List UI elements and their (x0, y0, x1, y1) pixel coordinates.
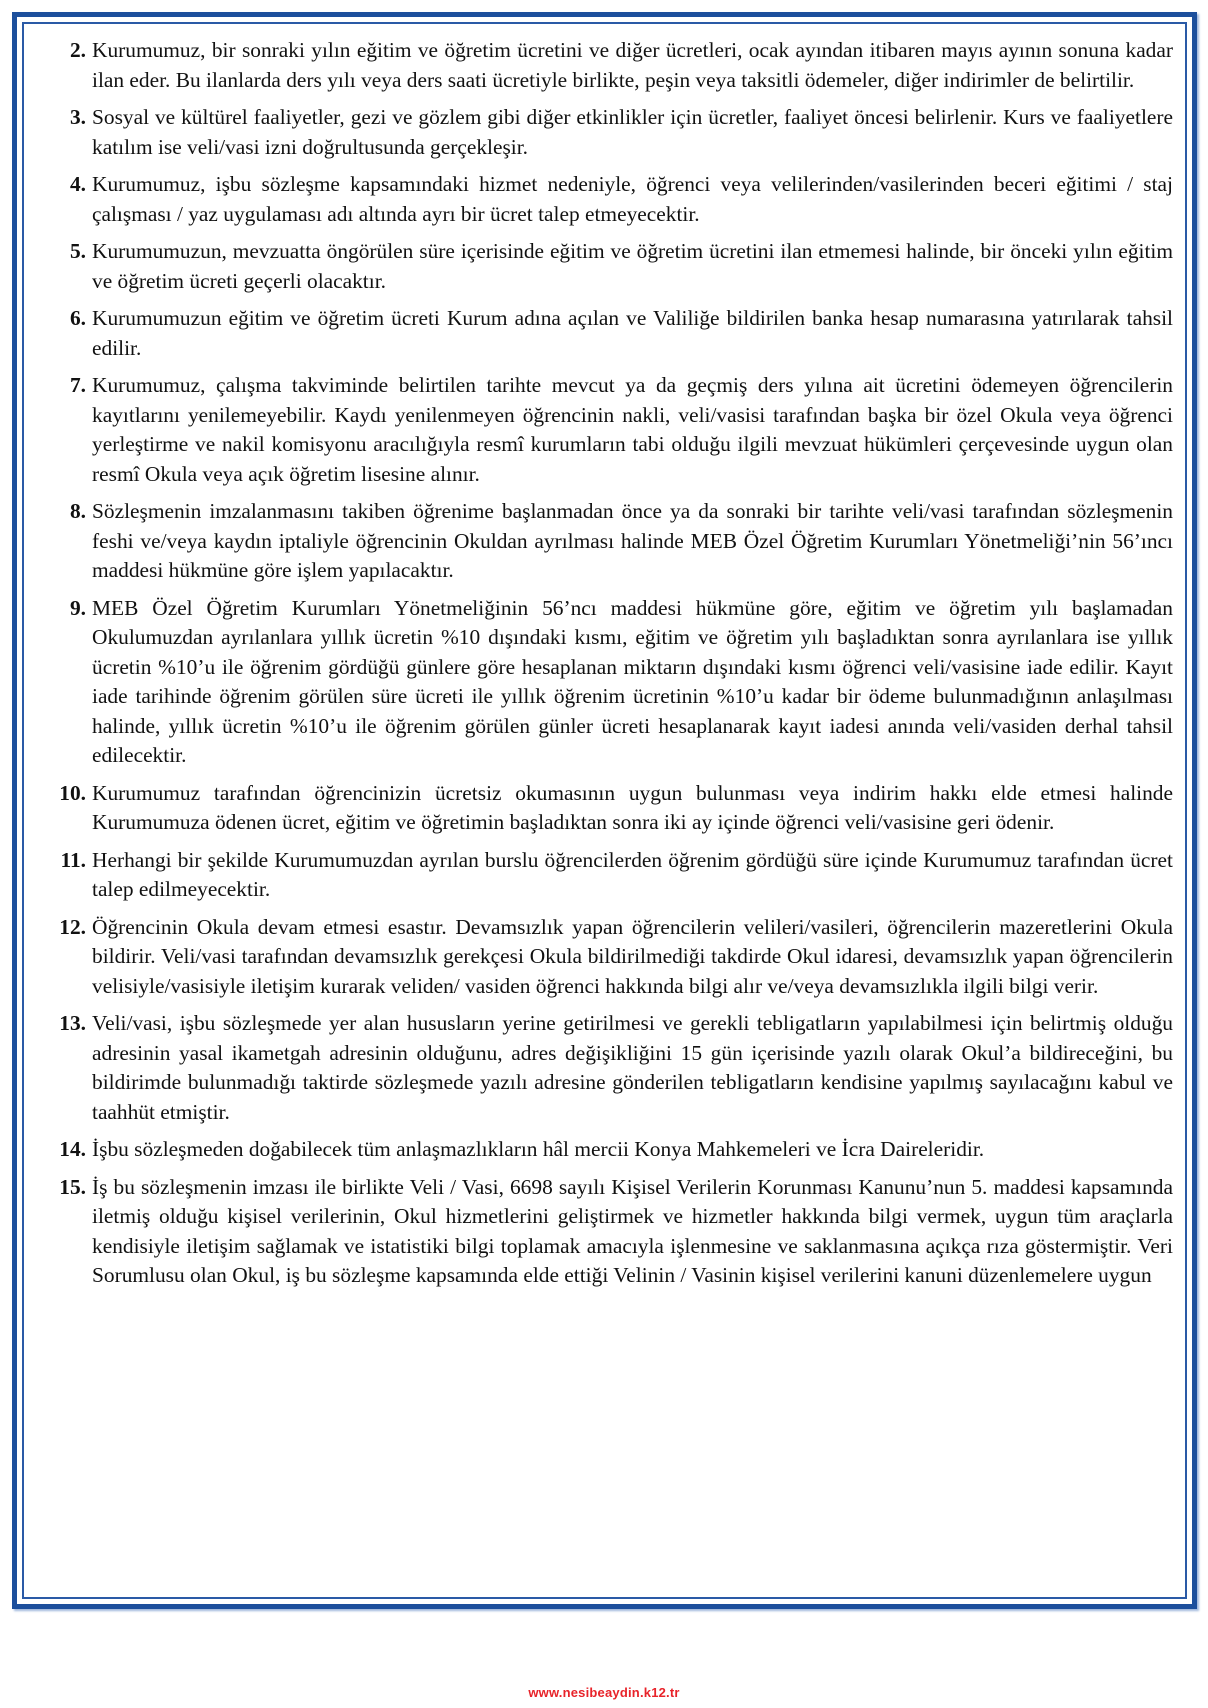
clause-text: Sosyal ve kültürel faaliyetler, gezi ve gözlem gibi diğer etkinlikler için ücretler, faaliyet öncesi belirlenir. Kurs ve faaliyetlere katılım ise veli/vasi izni doğrultusunda gerçekleşir. (92, 105, 1173, 159)
clause-text: Kurumumuz, işbu sözleşme kapsamındaki hizmet nedeniyle, öğrenci veya velilerinden/vasilerinden beceri eğitimi / staj çalışması / yaz uygulaması adı altında ayrı bir ücret talep etmeyecektir. (92, 172, 1173, 226)
clause-text: İşbu sözleşmeden doğabilecek tüm anlaşmazlıkların hâl mercii Konya Mahkemeleri ve İcra Daireleridir. (92, 1137, 985, 1161)
clause-8 (48, 497, 1173, 586)
clause-text: Kurumumuzun eğitim ve öğretim ücreti Kurum adına açılan ve Valiliğe bildirilen banka hesap numarasına yatırılarak tahsil edilir. (92, 306, 1173, 360)
clause-number: 13. (59, 1011, 86, 1035)
clause-10 (48, 779, 1173, 838)
clause-text: İş bu sözleşmenin imzası ile birlikte Veli / Vasi, 6698 sayılı Kişisel Verilerin Korunması Kanunu’nun 5. maddesi kapsamında iletmiş olduğu kişisel verilerinin, Okul hizmetlerini geliştirmek ve hizmetler hakkında bilgi vermek, uygun tüm araçlarla kendisiyle iletişim sağlamak ve istatistiki bilgi toplamak amacıyla işlenmesine ve saklanmasına açıkça rıza göstermiştir. Veri Sorumlusu olan Okul, iş bu sözleşme kapsamında elde ettiği Velinin / Vasinin kişisel verilerini kanuni düzenlemelere uygun (92, 1174, 1173, 1287)
clause-11 (48, 846, 1173, 905)
clause-number: 9. (69, 595, 86, 620)
clause-text: Veli/vasi, işbu sözleşmede yer alan hususların yerine getirilmesi ve gerekli tebligatların yapılabilmesi için belirtmiş olduğu adresinin yasal ikametgah adresinin olduğunu, adres değişikliğini 15 gün içerisinde yazılı olarak Okul’a bildireceğini, bu bildirimde bulunmadığı taktirde sözleşmede yazılı adresine gönderilen tebligatların kendisine yapılmış sayılacağını kabul ve taahhüt etmiştir. (92, 1011, 1173, 1124)
clause-text: Öğrencinin Okula devam etmesi esastır. Devamsızlık yapan öğrencilerin velileri/vasileri, öğrencilerin mazeretlerini Okula bildirir. Veli/vasi tarafından devamsızlık gerekçesi Okula bildirilmediği takdirde Okul idaresi, devamsızlık yapan öğrencilerin velisiyle/vasisiyle iletişim kurarak veliden/ vasiden öğrenci hakkında bilgi alır ve/veya devamsızlıkla ilgili bilgi verir. (92, 914, 1173, 998)
clause-4 (48, 170, 1173, 229)
clause-number: 10. (59, 780, 86, 805)
clause-number: 6. (69, 306, 86, 330)
clause-number: 12. (59, 914, 86, 939)
clause-2 (48, 36, 1173, 95)
clause-7 (48, 371, 1173, 489)
clause-text: MEB Özel Öğretim Kurumları Yönetmeliğinin 56’ncı maddesi hükmüne göre, eğitim ve öğretim yılı başlamadan Okulumuzdan ayrılanlara yıllık ücretin %10 dışındaki kısmı, eğitim ve öğretim yılı başladıktan sonra ayrılanlara ise yıllık ücretin %10’u ile öğrenim gördüğü günlere göre hesaplanan miktarın dışındaki kısmı öğrenci veli/vasisine iade edilir. Kayıt iade tarihinde öğrenim görülen süre ücreti ile yıllık öğrenim ücretinin %10’u kadar bir ödeme bulunmadığının anlaşılması halinde, yıllık ücretin %10’u ile öğrenim görülen günler ücreti hesaplanarak kayıt iadesi anında veli/vasiden derhal tahsil edilecektir. (92, 595, 1173, 767)
clause-text: Kurumumuz, çalışma takviminde belirtilen tarihte mevcut ya da geçmiş ders yılına ait ücretini ödemeyen öğrencilerin kayıtlarını yenilemeyebilir. Kaydı yenilenmeyen öğrencinin nakli, veli/vasisi tarafından başka bir özel Okula veya öğrenci yerleştirme ve nakil komisyonu aracılığıyla resmî kurumların tabi olduğu ilgili mevzuat hükümleri çerçevesinde uygun olan resmî Okula veya açık öğretim lisesine alınır. (92, 373, 1173, 486)
clause-15 (48, 1173, 1173, 1291)
clause-number: 4. (69, 172, 86, 196)
clause-text: Kurumumuz tarafından öğrencinizin ücretsiz okumasının uygun bulunması veya indirim hakkı elde etmesi halinde Kurumumuza ödenen ücret, eğitim ve öğretimin başladıktan sonra iki ay içinde öğrenci veli/vasisine geri ödenir. (92, 780, 1173, 834)
clause-number: 15. (59, 1174, 86, 1199)
clause-number: 5. (69, 239, 86, 263)
clause-number: 8. (69, 499, 86, 523)
clause-number: 3. (69, 105, 86, 129)
clause-number: 11. (60, 847, 86, 872)
clause-number: 14. (59, 1137, 86, 1161)
clause-9 (48, 594, 1173, 771)
clause-3 (48, 103, 1173, 162)
clause-number: 2. (69, 38, 86, 62)
clause-text: Herhangi bir şekilde Kurumumuzdan ayrılan burslu öğrencilerden öğrenim gördüğü süre içinde Kurumumuz tarafından ücret talep edilmeyecektir. (92, 847, 1173, 901)
clause-14 (48, 1135, 1173, 1165)
clause-12 (48, 913, 1173, 1002)
clause-6 (48, 304, 1173, 363)
website-link[interactable]: www.nesibeaydin.k12.tr (528, 1685, 680, 1700)
contract-clauses (48, 36, 1173, 1299)
clause-text: Kurumumuzun, mevzuatta öngörülen süre içerisinde eğitim ve öğretim ücretini ilan etmemesi halinde, bir önceki yılın eğitim ve öğretim ücreti geçerli olacaktır. (92, 239, 1173, 293)
clause-text: Sözleşmenin imzalanmasını takiben öğrenime başlanmadan önce ya da sonraki bir tarihte veli/vasi tarafından sözleşmenin feshi ve/veya kaydın iptaliyle öğrencinin Okuldan ayrılması halinde MEB Özel Öğretim Kurumları Yönetmeliği’nin 56’ıncı maddesi hükmüne göre işlem yapılacaktır. (92, 499, 1173, 582)
clause-number: 7. (69, 373, 86, 397)
clause-5 (48, 237, 1173, 296)
clause-text: Kurumumuz, bir sonraki yılın eğitim ve öğretim ücretini ve diğer ücretleri, ocak ayından itibaren mayıs ayının sonuna kadar ilan eder. Bu ilanlarda ders yılı veya ders saati ücretiyle birlikte, peşin veya taksitli ödemeler, diğer indirimler de belirtilir. (92, 38, 1173, 92)
clause-13 (48, 1009, 1173, 1127)
